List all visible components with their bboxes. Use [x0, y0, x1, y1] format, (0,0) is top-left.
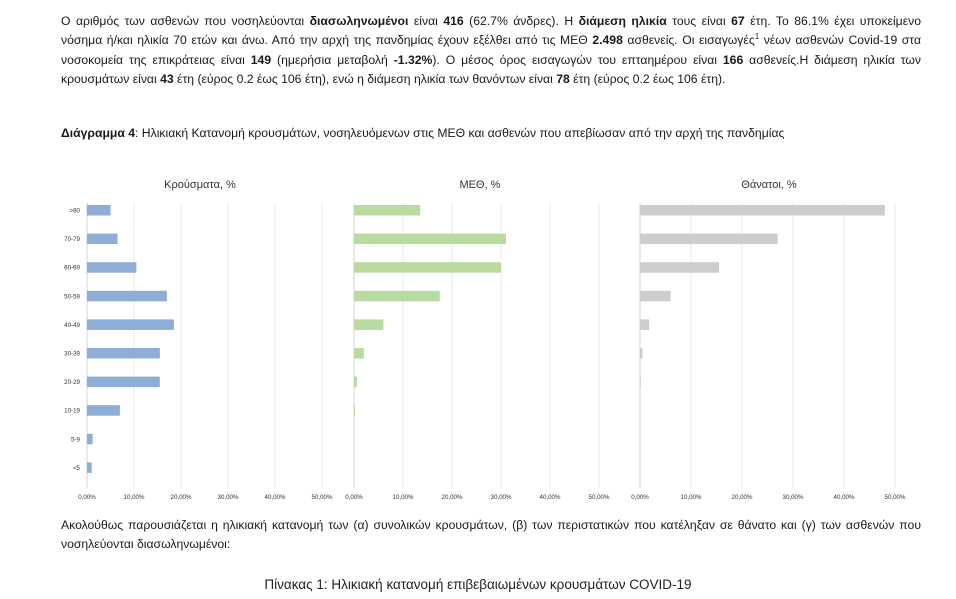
bar-70-79 — [354, 234, 506, 245]
text-bold: 2.498 — [592, 33, 623, 48]
chart-deaths — [631, 203, 906, 501]
bar-20-29 — [640, 377, 641, 388]
text-bold: 149 — [250, 52, 272, 67]
text-run: έτη. Το 86.1% έχει υποκείμενο νόσημα ή/και ηλικία 70 ετών και άνω. Από την αρχή της πανδημίας έχουν εξέλθει από τις ΜΕΘ — [61, 14, 922, 48]
bar-30-39 — [640, 348, 643, 359]
x-tick-label: 50,00% — [884, 494, 906, 501]
text-run: (62.7% άνδρες). Η — [463, 14, 579, 28]
caption-text: : Ηλικιακή Κατανομή κρουσμάτων, νοσηλευόμενων στις ΜΕΘ και ασθενών που απεβίωσαν από την αρχή της πανδημίας — [135, 126, 785, 140]
text-bold: -1.32% — [393, 52, 433, 67]
bar->80 — [640, 205, 885, 216]
text-run: νέων ασθενών Covid-19 στα νοσοκομεία της επικράτειας είναι — [61, 33, 921, 67]
bar-50-59 — [640, 291, 671, 302]
bar-30-39 — [354, 348, 364, 359]
bar-60-69 — [354, 262, 501, 273]
text-run: τους είναι — [666, 14, 732, 28]
follow-paragraph: Ακολούθως παρουσιάζεται η ηλικιακή κατανομή των (α) συνολικών κρουσμάτων, (β) των περιστατικών που κατέληξαν σε θάνατο και (γ) των ασθενών που νοσηλεύονται διασωληνωμένοι: — [61, 518, 921, 552]
category-label: <5 — [72, 464, 80, 472]
text-run: ασθενείς.Η διάμεση ηλικία των κρουσμάτων είναι — [61, 52, 921, 86]
category-label: 50-59 — [64, 293, 80, 301]
text-run: (ημερήσια μεταβολή — [271, 52, 394, 67]
bar-20-29 — [354, 377, 357, 388]
x-tick-label: 10,00% — [123, 494, 145, 501]
text-run: ασθενείς. Οι εισαγωγές — [622, 33, 755, 48]
bar-40-49 — [640, 319, 649, 330]
x-tick-label: 30,00% — [782, 494, 804, 501]
text-bold: 78 — [556, 71, 570, 86]
x-tick-label: 50,00% — [588, 494, 610, 501]
x-tick-label: 30,00% — [217, 494, 239, 501]
x-tick-label: 40,00% — [264, 494, 286, 501]
bar->80 — [354, 205, 420, 216]
chart-title-deaths: Θάνατοι, % — [741, 179, 797, 191]
chart-cases — [64, 203, 333, 501]
text-run: είναι — [408, 14, 444, 28]
text-run: ). Ο μέσος όρος εισαγωγών του επταημέρου είναι — [432, 52, 723, 67]
bar-40-49 — [87, 319, 174, 330]
x-tick-label: 40,00% — [833, 494, 855, 501]
bar-50-59 — [87, 291, 167, 302]
bar-40-49 — [354, 319, 383, 330]
x-tick-label: 20,00% — [441, 494, 463, 501]
bar-20-29 — [87, 377, 160, 388]
category-label: >80 — [69, 207, 80, 215]
text-bold: διασωληνωμένοι — [309, 14, 409, 28]
category-label: 10-19 — [64, 407, 80, 415]
x-tick-label: 0,00% — [631, 494, 649, 501]
bar-70-79 — [640, 234, 778, 245]
bar-10-19 — [354, 405, 355, 416]
bar-70-79 — [87, 234, 118, 245]
table-title: Πίνακας 1: Ηλικιακή κατανομή επιβεβαιωμένων κρουσμάτων COVID-19 — [264, 577, 692, 592]
x-tick-label: 20,00% — [170, 494, 192, 501]
category-label: 60-69 — [64, 264, 80, 272]
category-label: 70-79 — [64, 236, 80, 244]
chart-title-cases: Κρούσματα, % — [164, 179, 236, 191]
bar-<5 — [87, 462, 92, 473]
bar-50-59 — [354, 291, 440, 302]
category-label: 5-9 — [71, 436, 80, 444]
category-label: 30-39 — [64, 350, 80, 358]
category-label: 20-29 — [64, 379, 80, 387]
bar->80 — [87, 205, 111, 216]
x-tick-label: 10,00% — [392, 494, 414, 501]
x-tick-label: 40,00% — [539, 494, 561, 501]
x-tick-label: 0,00% — [345, 494, 363, 501]
category-label: 40-49 — [64, 321, 80, 329]
bar-5-9 — [87, 434, 93, 445]
text-run: έτη (εύρος 0.2 έως 106 έτη). — [569, 71, 726, 86]
caption-label: Διάγραμμα 4 — [61, 126, 136, 140]
x-tick-label: 10,00% — [680, 494, 702, 501]
bar-30-39 — [87, 348, 160, 359]
footnote-marker: 1 — [754, 32, 760, 42]
text-bold: 416 — [443, 14, 464, 28]
bar-60-69 — [87, 262, 136, 273]
chart-icu — [345, 203, 610, 501]
text-bold: 43 — [160, 71, 174, 86]
x-tick-label: 0,00% — [78, 494, 96, 501]
bar-60-69 — [640, 262, 719, 273]
bar-10-19 — [87, 405, 120, 416]
text-run: έτη (εύρος 0.2 έως 106 έτη), ενώ η διάμεση ηλικία των θανόντων είναι — [173, 71, 557, 86]
x-tick-label: 50,00% — [311, 494, 333, 501]
text-bold: 67 — [731, 14, 745, 28]
text-run: Ο αριθμός των ασθενών που νοσηλεύονται — [61, 14, 310, 28]
chart-title-icu: ΜΕΘ, % — [459, 179, 501, 191]
text-bold: 166 — [722, 52, 744, 67]
x-tick-label: 20,00% — [731, 494, 753, 501]
text-bold: διάμεση ηλικία — [578, 14, 667, 28]
x-tick-label: 30,00% — [490, 494, 512, 501]
